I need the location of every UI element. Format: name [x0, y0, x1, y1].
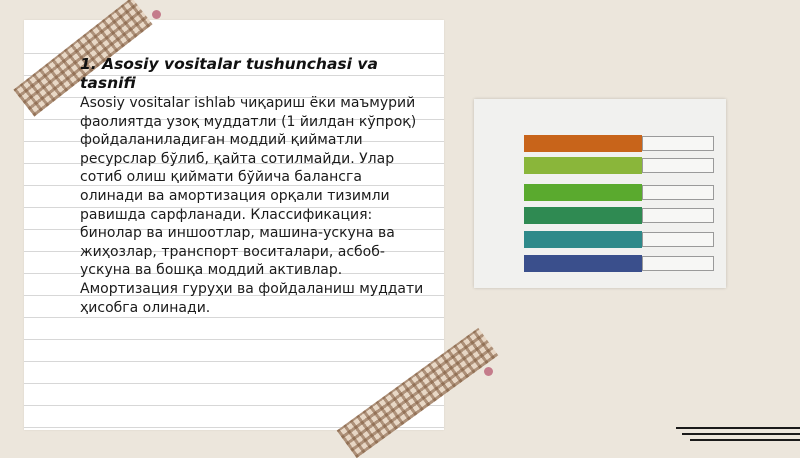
- diagram-category-bar: [524, 255, 642, 272]
- diagram-category-bar: [524, 207, 642, 224]
- slide-body-text: Asosiy vositalar ishlab чиқариш ёки маъмурий фаолиятда узоқ муддатли (1 йилдан кўпроқ) фойдаланиладиган моддий қийматли ресурслар бўлиб, қайта сотилмайди. Улар сотиб олиш қиймати бўйича балансга олинади ва амортизация орқали тизимли равишда сарфланади. Классификация: бинолар ва иншоотлар, машина-ускуна ва жиҳозлар, транспорт воситалари, асбоб-ускуна ва бошқа моддий активлар. Амортизация гуруҳи ва фойдаланиш муддати ҳисобга олинади.: [80, 95, 424, 316]
- diagram-category-bar: [524, 184, 642, 201]
- diagram-outline-box: [642, 208, 714, 223]
- decorative-line: [676, 427, 800, 429]
- diagram-category-bar: [524, 135, 642, 152]
- diagram-row: [524, 157, 724, 174]
- diagram-outline-box: [642, 232, 714, 247]
- classification-diagram-image: [474, 99, 726, 288]
- diagram-category-bar: [524, 157, 642, 174]
- diagram-row: [524, 184, 724, 201]
- decorative-line: [690, 439, 800, 441]
- diagram-row: [524, 207, 724, 224]
- pin-icon: [152, 10, 161, 19]
- diagram-outline-box: [642, 256, 714, 271]
- diagram-outline-box: [642, 136, 714, 151]
- diagram-row: [524, 135, 724, 152]
- diagram-category-bar: [524, 231, 642, 248]
- diagram-row: [524, 255, 724, 272]
- diagram-outline-box: [642, 185, 714, 200]
- decorative-line: [682, 433, 800, 435]
- diagram-row: [524, 231, 724, 248]
- slide-title: 1. Asosiy vositalar tushunchasi va tasnifi: [80, 55, 378, 92]
- pin-icon: [484, 367, 493, 376]
- diagram-outline-box: [642, 158, 714, 173]
